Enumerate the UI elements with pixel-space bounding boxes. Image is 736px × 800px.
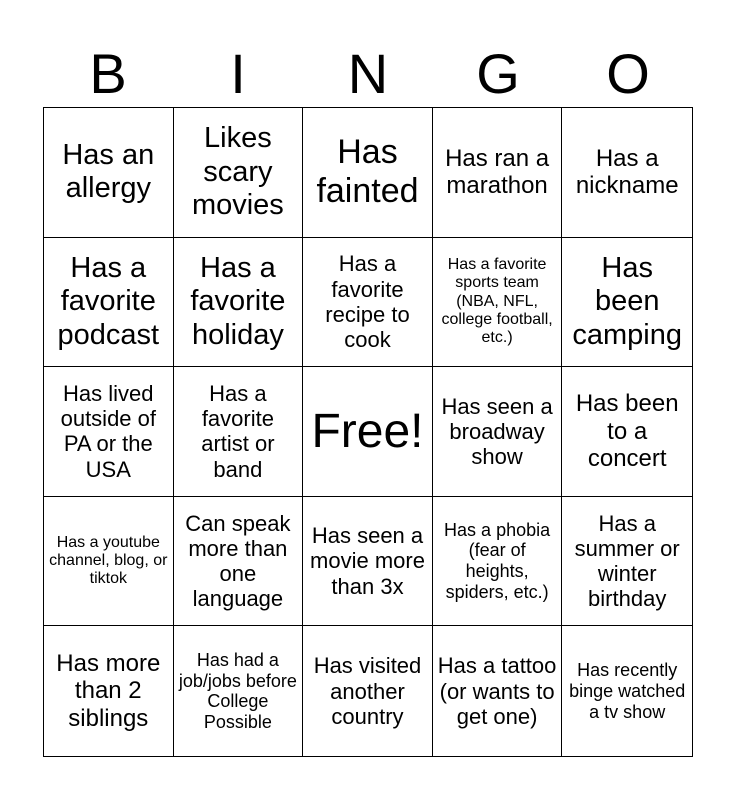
bingo-cell[interactable]	[44, 108, 174, 238]
bingo-cell-text: Has recently binge watched a tv show	[569, 660, 686, 722]
header-letter-b: B	[89, 42, 127, 105]
bingo-cell-text: Has a favorite holiday	[190, 251, 286, 351]
bingo-cell-text: Has had a job/jobs before College Possible	[178, 649, 297, 732]
bingo-cell-text: Has a nickname	[575, 144, 679, 200]
bingo-cell[interactable]	[44, 238, 174, 368]
bingo-cell-text: Can speak more than one language	[185, 510, 291, 612]
bingo-cell-text: Has a favorite recipe to cook	[325, 251, 410, 353]
bingo-cell[interactable]	[562, 626, 692, 756]
bingo-cell[interactable]	[562, 108, 692, 238]
free-space-cell[interactable]	[303, 367, 433, 497]
header-letter-n: N	[347, 42, 389, 105]
bingo-cell-text: Has been to a concert	[575, 390, 679, 473]
bingo-cell-text: Has a summer or winter birthday	[574, 510, 680, 612]
bingo-cell-text: Has fainted	[316, 133, 419, 211]
header-letter-i: I	[230, 42, 246, 105]
bingo-cell[interactable]	[433, 626, 563, 756]
bingo-cell-text: Likes scary movies	[191, 122, 284, 221]
bingo-cell-text: Has visited another country	[313, 653, 422, 729]
bingo-cell-text: Has seen a broadway show	[441, 393, 553, 470]
bingo-cell[interactable]	[44, 367, 174, 497]
bingo-cell-text: Has lived outside of PA or the USA	[60, 380, 156, 482]
bingo-cell[interactable]	[433, 108, 563, 238]
bingo-cell[interactable]	[44, 497, 174, 627]
bingo-cell-text: Has seen a movie more than 3x	[310, 523, 425, 599]
bingo-cell[interactable]	[433, 238, 563, 368]
bingo-cell[interactable]	[44, 626, 174, 756]
bingo-cell[interactable]	[174, 108, 304, 238]
bingo-cell-text: Has a tattoo (or wants to get one)	[437, 653, 557, 729]
bingo-cell-text: Has a phobia (fear of heights, spiders, etc.)	[444, 519, 551, 602]
bingo-cell-text: Has a favorite sports team (NBA, NFL, college football, etc.)	[441, 255, 553, 347]
bingo-cell[interactable]	[303, 238, 433, 368]
bingo-cell[interactable]	[174, 497, 304, 627]
bingo-cell[interactable]	[433, 367, 563, 497]
bingo-cell[interactable]	[174, 238, 304, 368]
bingo-cell[interactable]	[433, 497, 563, 627]
bingo-cell-text: Has more than 2 siblings	[56, 649, 161, 732]
bingo-cell[interactable]	[303, 626, 433, 756]
bingo-cell[interactable]	[303, 108, 433, 238]
header-letter-o: O	[606, 42, 650, 105]
bingo-grid	[43, 107, 693, 757]
bingo-cell-text: Free!	[311, 404, 424, 458]
bingo-cell-text: Has an allergy	[62, 138, 155, 205]
bingo-cell[interactable]	[562, 238, 692, 368]
bingo-cell-text: Has a youtube channel, blog, or tiktok	[49, 533, 168, 588]
bingo-cell[interactable]	[562, 367, 692, 497]
bingo-cell[interactable]	[303, 497, 433, 627]
bingo-cell-text: Has been camping	[572, 251, 682, 351]
header-letter-g: G	[476, 42, 520, 105]
bingo-cell-text: Has a favorite artist or band	[201, 380, 275, 482]
bingo-cell-text: Has ran a marathon	[445, 144, 550, 200]
bingo-cell[interactable]	[174, 367, 304, 497]
bingo-cell-text: Has a favorite podcast	[57, 251, 160, 351]
bingo-header	[43, 42, 693, 106]
bingo-cell[interactable]	[562, 497, 692, 627]
bingo-cell[interactable]	[174, 626, 304, 756]
